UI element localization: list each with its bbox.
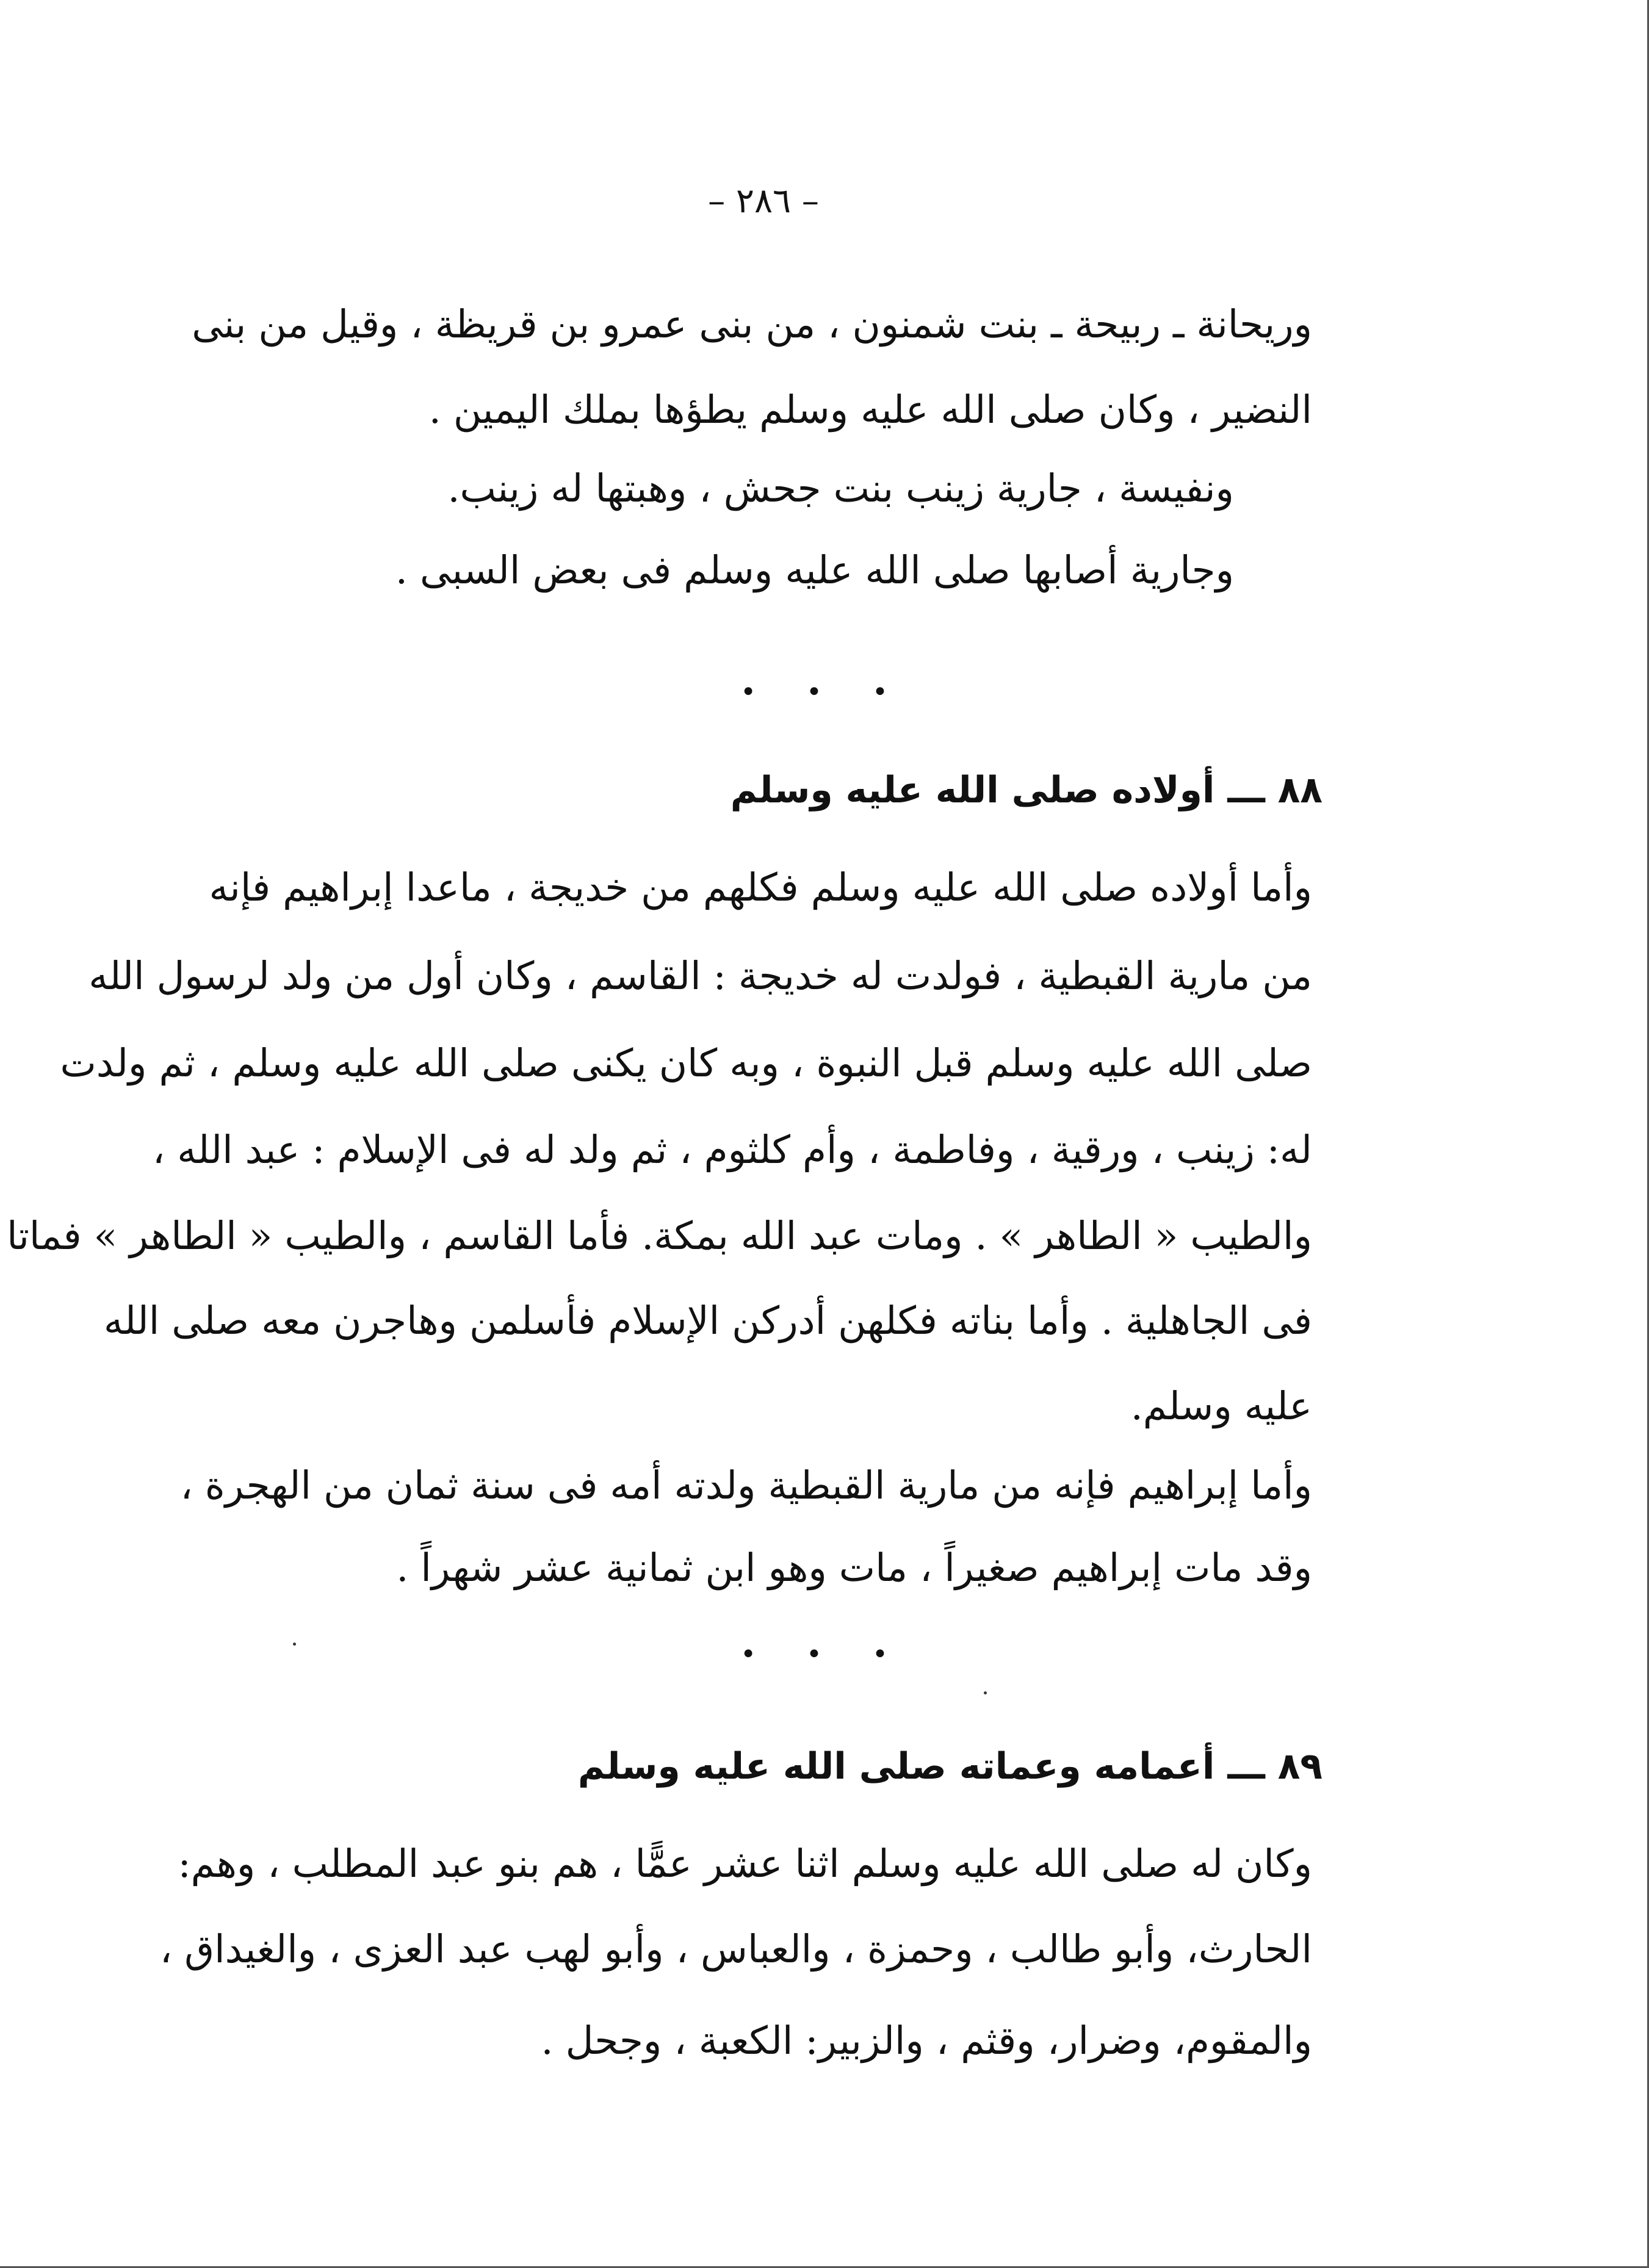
text-line: له: زينب ، ورقية ، وفاطمة ، وأم كلثوم ، ثم ولد له فى الإسلام : عبد الله ،	[152, 1128, 1312, 1172]
text-line: وقد مات إبراهيم صغيراً ، مات وهو ابن ثمانية عشر شهراً .	[396, 1546, 1312, 1590]
text-line: وأما إبراهيم فإنه من مارية القبطية ولدته أمه فى سنة ثمان من الهجرة ،	[180, 1463, 1312, 1508]
text-line: وريحانة ـ ربيحة ـ بنت شمنون ، من بنى عمرو بن قريظة ، وقيل من بنى	[192, 302, 1312, 347]
text-line: والمقوم، وضرار، وقثم ، والزبير: الكعبة ، وجحل .	[541, 2018, 1312, 2063]
text-line: وجارية أصابها صلى الله عليه وسلم فى بعض السبى .	[395, 548, 1234, 592]
page-number: – ٢٨٦ –	[708, 181, 819, 221]
text-line: وكان له صلى الله عليه وسلم اثنا عشر عمًّا ، هم بنو عبد المطلب ، وهم:	[178, 1841, 1312, 1886]
section-separator: • • •	[740, 677, 909, 708]
section-heading-88: ٨٨ ـــ أولاده صلى الله عليه وسلم	[730, 769, 1322, 812]
text-line: فى الجاهلية . وأما بناته فكلهن أدركن الإسلام فأسلمن وهاجرن معه صلى الله	[103, 1298, 1312, 1343]
text-line: من مارية القبطية ، فولدت له خديجة : القاسم ، وكان أول من ولد لرسول الله	[88, 954, 1312, 998]
section-separator: • • •	[740, 1639, 909, 1670]
scan-speck	[984, 1691, 987, 1694]
text-line: النضير ، وكان صلى الله عليه وسلم يطؤها بملك اليمين .	[428, 387, 1312, 432]
text-line: صلى الله عليه وسلم قبل النبوة ، وبه كان يكنى صلى الله عليه وسلم ، ثم ولدت	[60, 1041, 1312, 1085]
section-heading-89: ٨٩ ـــ أعمامه وعماته صلى الله عليه وسلم	[577, 1745, 1322, 1788]
text-line: والطيب « الطاهر » . ومات عبد الله بمكة. فأما القاسم ، والطيب « الطاهر » فماتا	[7, 1214, 1312, 1258]
text-line: عليه وسلم.	[1130, 1384, 1312, 1428]
text-line: وأما أولاده صلى الله عليه وسلم فكلهم من خديجة ، ماعدا إبراهيم فإنه	[209, 865, 1312, 910]
text-line: ونفيسة ، جارية زينب بنت جحش ، وهبتها له زينب.	[447, 466, 1234, 511]
text-line: الحارث، وأبو طالب ، وحمزة ، والعباس ، وأبو لهب عبد العزى ، والغيداق ،	[159, 1927, 1312, 1971]
scan-speck	[293, 1643, 296, 1646]
